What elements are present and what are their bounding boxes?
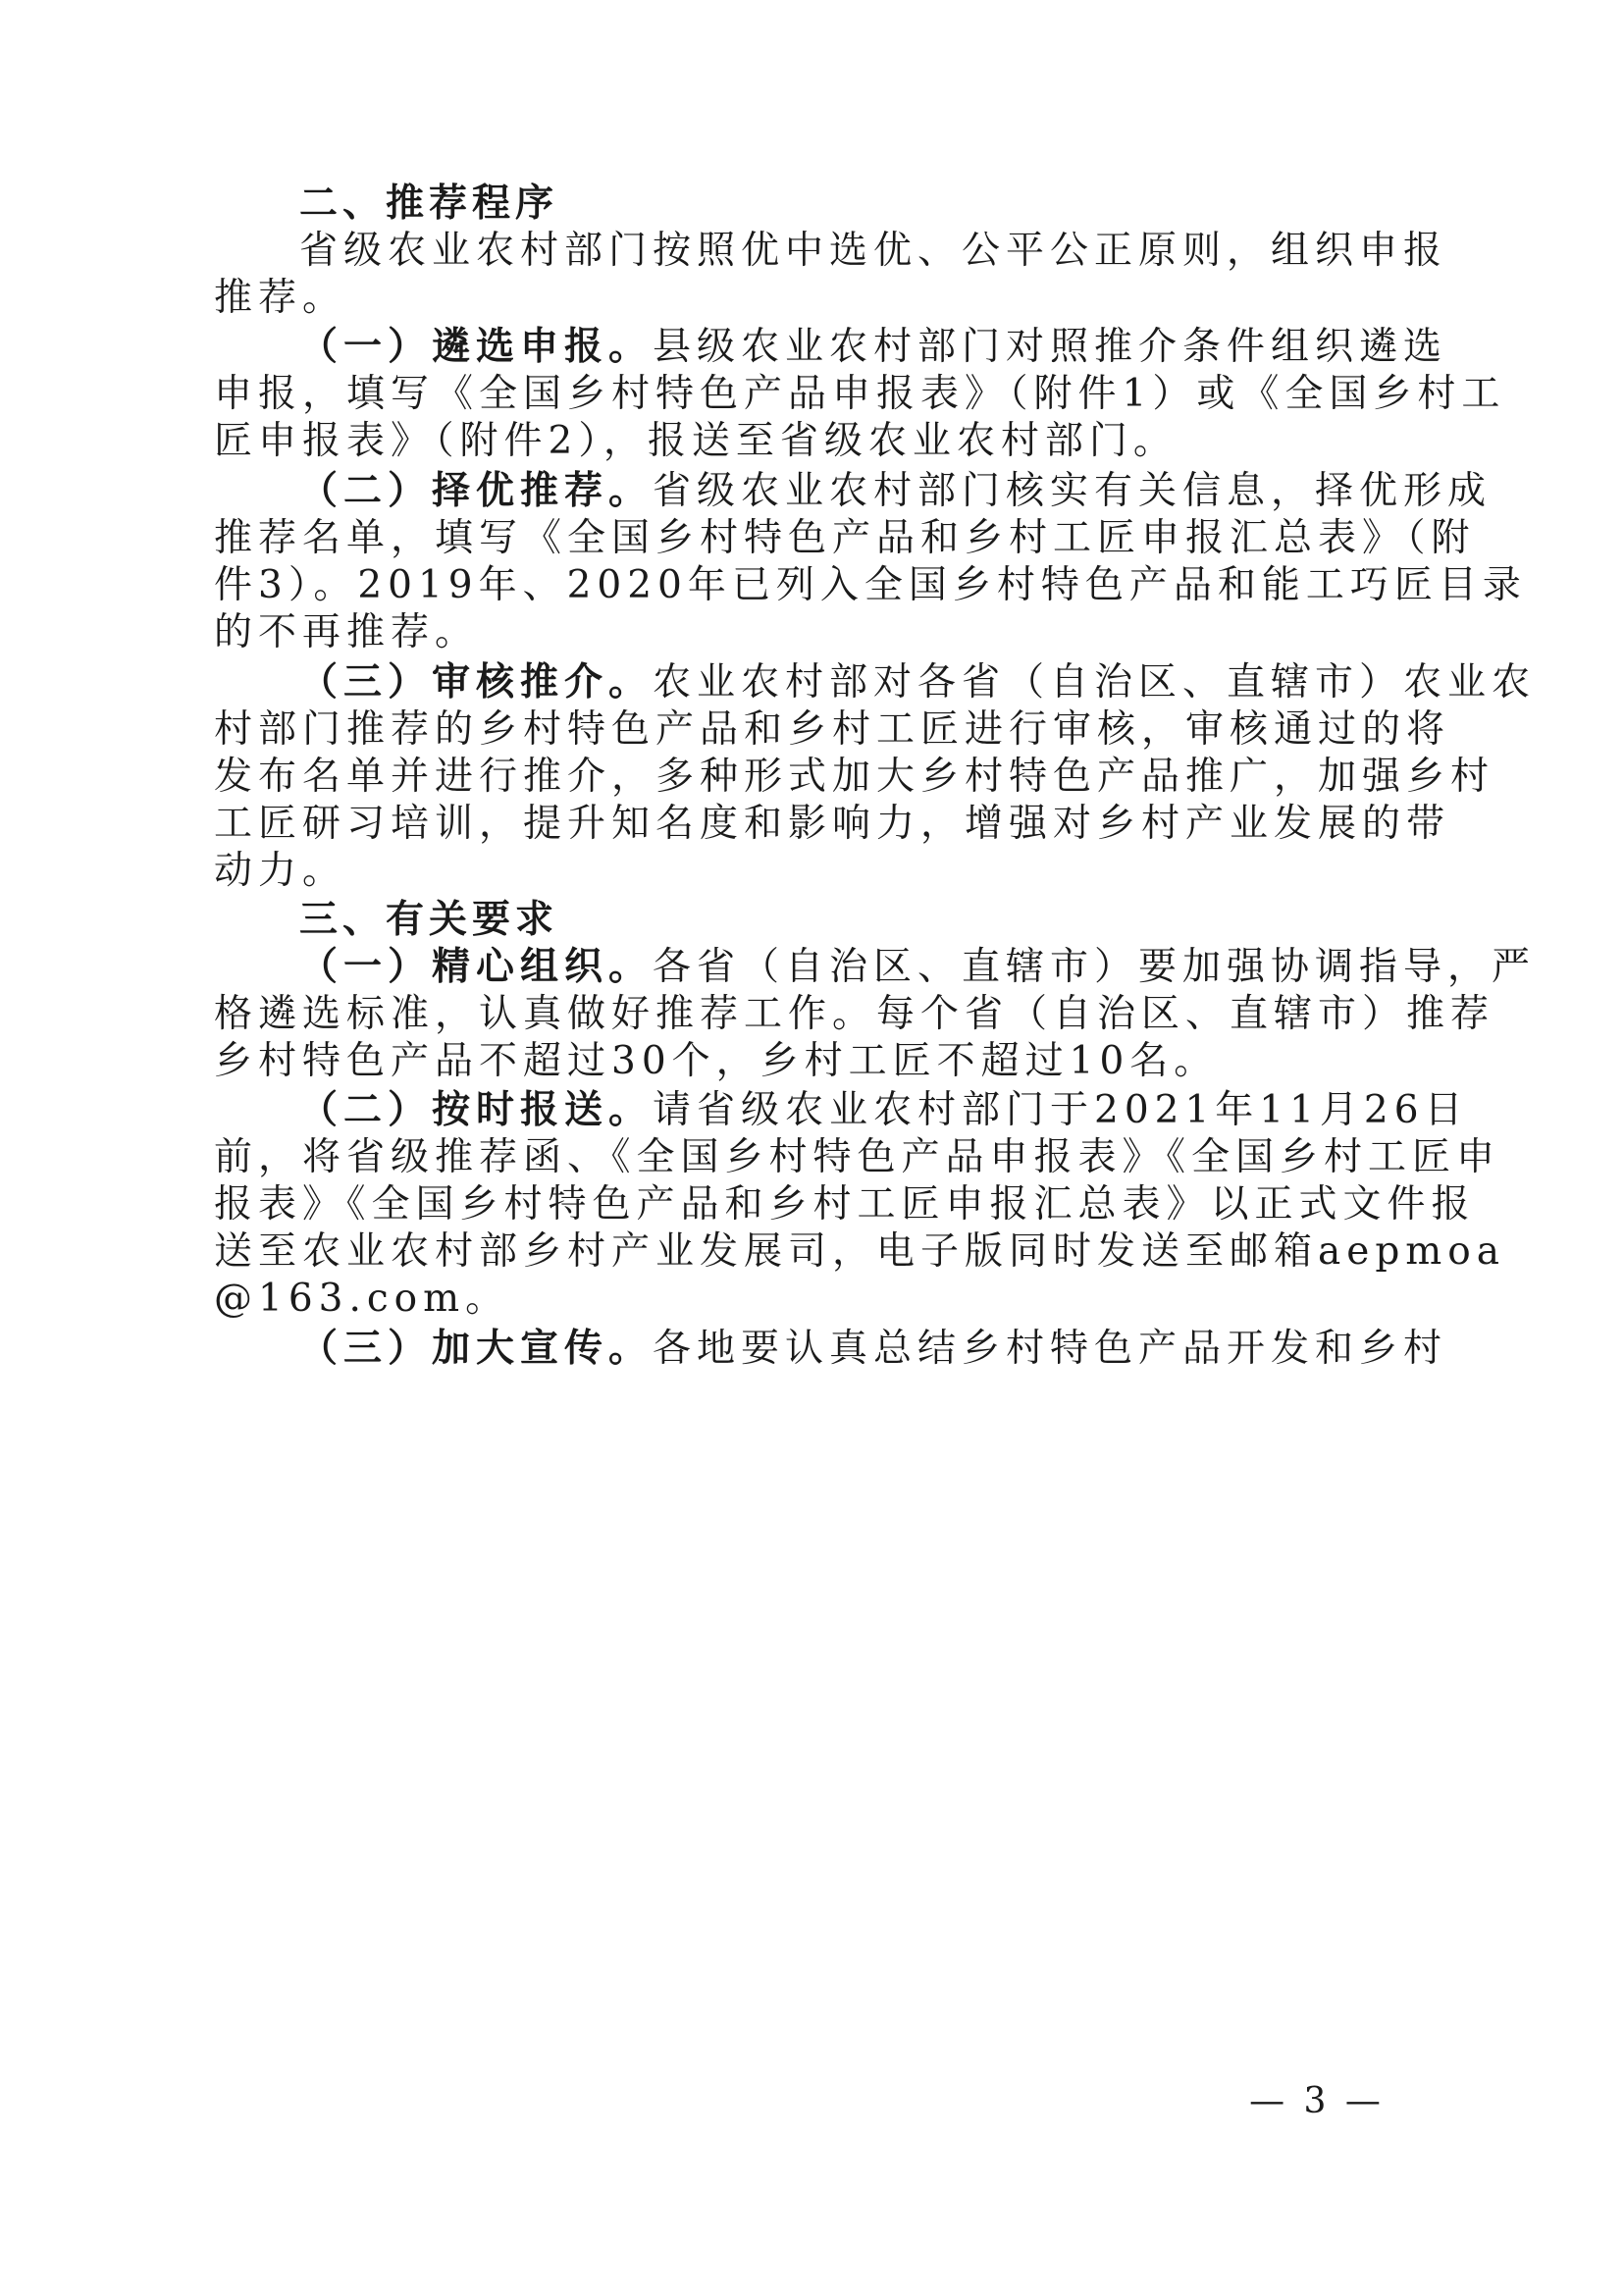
paragraph-line [299, 468, 1493, 515]
paragraph-line: 推荐名单，填写《全国乡村特色产品和乡村工匠申报汇总表》（附 [214, 516, 1476, 560]
subsection-title: （一）精心组织。 [299, 945, 654, 989]
paragraph-line: 推荐。 [214, 276, 347, 320]
paragraph-line: 匠申报表》（附件2），报送至省级农业农村部门。 [214, 419, 1178, 463]
paragraph-line: 省级农业农村部门按照优中选优、公平公正原则，组织申报 [299, 229, 1448, 273]
paragraph-text: 请省级农业农村部门于2021年11月26日 [653, 1088, 1469, 1132]
paragraph-line [299, 324, 1448, 371]
section-heading-requirements: 三、有关要求 [299, 898, 559, 942]
paragraph-line: 件3）。2019年、2020年已列入全国乡村特色产品和能工巧匠目录 [214, 563, 1527, 607]
paragraph-line [299, 1326, 1448, 1373]
page-number: — 3 — [1249, 2081, 1385, 2121]
paragraph-line: 的不再推荐。 [214, 610, 480, 654]
paragraph-line [299, 659, 1537, 706]
paragraph-line: 乡村特色产品不超过30个，乡村工匠不超过10名。 [214, 1039, 1219, 1083]
subsection-title: （三）审核推介。 [299, 660, 654, 704]
paragraph-line: 报表》《全国乡村特色产品和乡村工匠申报汇总表》以正式文件报 [214, 1182, 1476, 1226]
paragraph-text: 农业农村部对各省（自治区、直辖市）农业农 [653, 660, 1537, 704]
subsection-title: （三）加大宣传。 [299, 1327, 654, 1371]
paragraph-line: 动力。 [214, 849, 347, 893]
subsection-title: （二）按时报送。 [299, 1088, 654, 1132]
paragraph-line: @163.com。 [214, 1277, 510, 1321]
subsection-title: （二）择优推荐。 [299, 469, 654, 513]
paragraph-line: 申报，填写《全国乡村特色产品申报表》（附件1）或《全国乡村工 [214, 372, 1506, 416]
paragraph-line: 送至农业农村部乡村产业发展司，电子版同时发送至邮箱aepmoa [214, 1229, 1506, 1274]
paragraph-line [299, 1087, 1469, 1134]
subsection-title: （一）遴选申报。 [299, 325, 654, 369]
paragraph-text: 县级农业农村部门对照推介条件组织遴选 [653, 325, 1448, 369]
paragraph-text: 省级农业农村部门核实有关信息，择优形成 [653, 469, 1493, 513]
paragraph-line [299, 944, 1537, 991]
paragraph-line: 格遴选标准，认真做好推荐工作。每个省（自治区、直辖市）推荐 [214, 992, 1495, 1036]
paragraph-line: 发布名单并进行推介，多种形式加大乡村特色产品推广，加强乡村 [214, 755, 1495, 799]
paragraph-line: 村部门推荐的乡村特色产品和乡村工匠进行审核，审核通过的将 [214, 707, 1451, 752]
section-heading-recommendation-procedure: 二、推荐程序 [299, 182, 559, 226]
paragraph-line: 前，将省级推荐函、《全国乡村特色产品申报表》《全国乡村工匠申 [214, 1135, 1501, 1179]
paragraph-line: 工匠研习培训，提升知名度和影响力，增强对乡村产业发展的带 [214, 802, 1451, 846]
paragraph-text: 各省（自治区、直辖市）要加强协调指导，严 [653, 945, 1537, 989]
paragraph-text: 各地要认真总结乡村特色产品开发和乡村 [653, 1327, 1448, 1371]
